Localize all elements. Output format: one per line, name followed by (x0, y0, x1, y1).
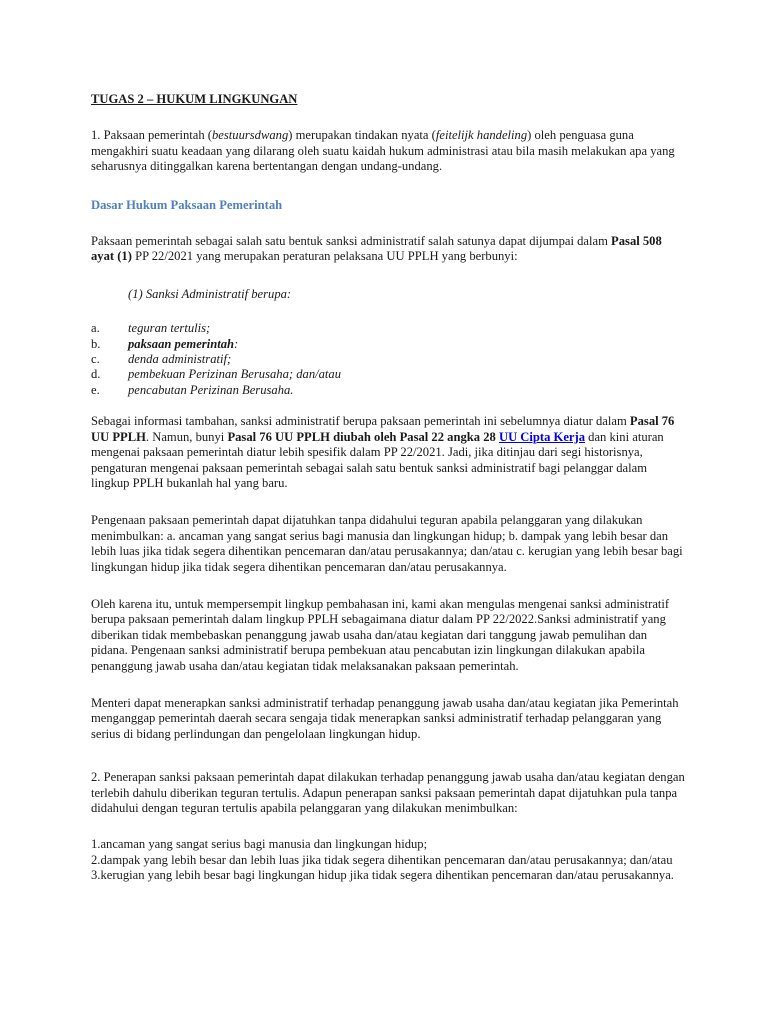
minister-paragraph: Menteri dapat menerapkan sanksi administratif terhadap penanggung jawab usaha dan/atau kegiatan jika Pemerintah menganggap pemerintah daerah secara sengaja tidak menerapkan sanksi administratif terhadap pelanggaran yang serius di bidang perlindungan dan pengelolaan lingkungan hidup. (91, 695, 679, 741)
list-item: c. denda administratif; (91, 352, 232, 367)
answer-2-paragraph: 2. Penerapan sanksi paksaan pemerintah dapat dilakukan terhadap penanggung jawab usaha dan/atau kegiatan dengan terlebih dahulu diberikan teguran tertulis. Adapun penerapan sanksi paksaan pemerintah dapat dijatuhkan pula tanpa didahului dengan teguran tertulis apabila pelanggaran yang dilakukan menimbulkan: (91, 770, 685, 815)
pengenaan-paragraph: Pengenaan paksaan pemerintah dapat dijatuhkan tanpa didahului teguran apabila pelanggaran yang dilakukan menimbulkan: a. ancaman yang sangat serius bagi manusia dan lingkungan hidup; b. dampak yang lebih besar dan lebih luas jika tidak segera dihentikan pencemaran dan/atau perusakannya; dan/atau c. kerugian yang lebih besar bagi lingkungan hidup jika tidak segera dihentikan pencemaran dan/atau perusakannya. (91, 513, 683, 574)
legal-basis-paragraph: Paksaan pemerintah sebagai salah satu bentuk sanksi administratif salah satunya dapat dijumpai dalam Pasal 508 ayat (1) PP 22/2021 yang merupakan peraturan pelaksana UU PPLH yang berbunyi: (91, 234, 662, 264)
pasal-508-reference: Pasal 508 ayat (1) (91, 234, 662, 264)
sanction-list (91, 321, 685, 398)
quote-intro: (1) Sanksi Administratif berupa: (128, 286, 292, 301)
list-item: e. pencabutan Perizinan Berusaha. (91, 382, 294, 397)
term-feitelijk-handeling: feitelijk handeling (435, 128, 528, 143)
document-body (91, 92, 685, 884)
list-item: 3.kerugian yang lebih besar bagi lingkungan hidup jika tidak segera dihentikan pencemaran dan/atau perusakannya. (91, 868, 674, 883)
uu-cipta-kerja-link[interactable]: UU Cipta Kerja (498, 429, 586, 444)
list-item: 1.ancaman yang sangat serius bagi manusia dan lingkungan hidup; (91, 837, 428, 852)
list-item: d. pembekuan Perizinan Berusaha; dan/atau (91, 367, 342, 382)
answer-1-intro: 1. Paksaan pemerintah (bestuursdwang) merupakan tindakan nyata (feitelijk handeling) oleh penguasa guna mengakhiri suatu keadaan yang dilarang oleh suatu kaidah hukum administrasi atau bila masih melakukan apa yang seharusnya ditinggalkan karena bertentangan dengan undang-undang. (91, 128, 675, 174)
section-heading-dasar-hukum: Dasar Hukum Paksaan Pemerintah (91, 197, 283, 212)
list-item: a. teguran tertulis; (91, 321, 211, 336)
scope-paragraph: Oleh karena itu, untuk mempersempit lingkup pembahasan ini, kami akan mengulas mengenai sanksi administratif berupa paksaan pemerintah dalam lingkup PPLH sebagaimana diatur dalam PP 22/2022.Sanksi administratif yang diberikan tidak membebaskan penanggung jawab usaha dan/atau kegiatan dari tanggung jawab pemulihan dan pidana. Pengenaan sanksi administratif berupa pembekuan atau pencabutan izin lingkungan dilakukan apabila penanggung jawab usaha dan/atau kegiatan tidak melaksanakan paksaan pemerintah. (91, 596, 670, 673)
list-item: 2.dampak yang lebih besar dan lebih luas jika tidak segera dihentikan pencemaran dan/atau perusakannya; dan/atau (91, 852, 673, 867)
document-title: TUGAS 2 – HUKUM LINGKUNGAN (91, 92, 298, 106)
term-bestuursdwang: bestuursdwang (212, 128, 289, 143)
additional-info-paragraph: Sebagai informasi tambahan, sanksi administratif berupa paksaan pemerintah ini sebelumnya diatur dalam Pasal 76 UU PPLH. Namun, bunyi Pasal 76 UU PPLH diubah oleh Pasal 22 angka 28 UU Cipta Kerja dan kini aturan mengenai paksaan pemerintah diatur lebih spesifik dalam PP 22/2021. Jadi, jika ditinjau dari segi historisnya, pengaturan mengenai paksaan pemerintah sebagai salah satu bentuk sanksi administratif bagi pelanggar dalam lingkup PPLH bukanlah hal yang baru. (91, 414, 675, 490)
list-item: b. paksaan pemerintah: (91, 336, 239, 351)
numbered-list (91, 837, 685, 883)
